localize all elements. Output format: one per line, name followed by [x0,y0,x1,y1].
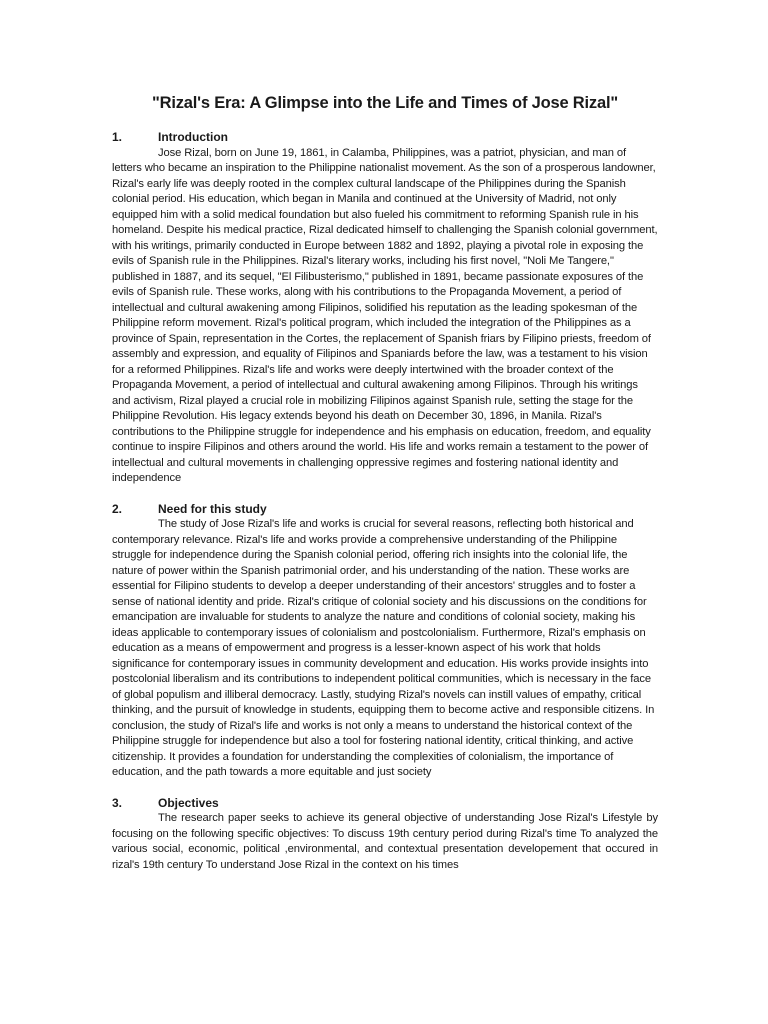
section-number: 1. [112,130,123,144]
section-number: 3. [112,795,123,810]
section-title: Need for this study [158,501,267,516]
section-title: Objectives [158,795,219,810]
section-body: The research paper seeks to achieve its general objective of understanding Jose Rizal's Lifestyle by focusing on the following specific objectives: To discuss 19th century period during Rizal's time To analyzed the various social, economic, political ,environmental, and contextual presentation developement that occured in rizal's 19th century To understand Jose Rizal in the context on his times [112,812,658,871]
document-title: "Rizal's Era: A Glimpse into the Life and Times of Jose Rizal" [152,94,618,112]
section-body: The study of Jose Rizal's life and works is crucial for several reasons, reflecting both historical and contemporary relevance. Rizal's life and works provide a comprehensive understanding of the Philippine struggle for independence during the Spanish colonial period, offering rich insights into the colonial life, the nature of power within the Spanish patrimonial order, and his understanding of the nation. These works are essential for Filipino students to develop a deeper understanding of their ancestors' struggles and to foster a sense of national identity and pride. Rizal's critique of colonial society and his discussions on the conditions for emancipation are invaluable for students to analyze the nature and conditions of colonial society, making his ideas applicable to contemporary issues of colonialism and postcolonialism. Furthermore, Rizal's emphasis on education as a means of empowerment and progress is a lesser-known aspect of his work that holds significance for contemporary issues in community development and education. His works provide insights into postcolonial liberalism and its contributions to independent political communities, which is necessary in the face of global populism and illiberal democracy. Lastly, studying Rizal's novels can instill values of empathy, critical thinking, and the pursuit of knowledge in students, equipping them to become active and responsible citizens. In conclusion, the study of Rizal's life and works is not only a means to understand the historical context of the Philippine struggle for independence but also a tool for fostering national identity, critical thinking, and active citizenship. It provides a foundation for understanding the complexities of colonialism, the importance of education, and the path towards a more equitable and just society [112,518,655,778]
section-title: Introduction [158,130,228,144]
section-heading [112,130,658,146]
section-number: 2. [112,501,123,516]
section-heading [112,502,658,518]
section-introduction [112,130,658,487]
section-need-for-study [112,502,658,781]
section-body: Jose Rizal, born on June 19, 1861, in Calamba, Philippines, was a patriot, physician, and man of letters who became an inspiration to the Philippine nationalist movement. As the son of a prosperous landowner, Rizal's early life was deeply rooted in the complex cultural landscape of the Philippines during the Spanish colonial period. His education, which began in Manila and continued at the University of Madrid, not only equipped him with a solid medical foundation but also fueled his commitment to reforming Spanish rule in his homeland. Despite his medical practice, Rizal dedicated himself to challenging the Spanish colonial government, with his writings, primarily conducted in Europe between 1882 and 1892, playing a pivotal role in exposing the evils of Spanish rule in the Philippines. Rizal's literary works, including his first novel, "Noli Me Tangere," published in 1887, and its sequel, "El Filibusterismo," published in 1891, became passionate exposures of the evils of Spanish rule. These works, along with his contributions to the Propaganda Movement, a period of intellectual and cultural awakening among Filipinos, solidified his reputation as the leading spokesman of the Philippine reform movement. Rizal's political program, which included the integration of the Philippines as a province of Spain, representation in the Cortes, the replacement of Spanish friars by Filipino priests, freedom of assembly and expression, and equality of Filipinos and Spaniards before the law, was a testament to his vision for a reformed Philippines. Rizal's life and works were deeply intertwined with the broader context of the Propaganda Movement, a period of intellectual and cultural awakening among Filipinos. Through his writings and activism, Rizal played a crucial role in mobilizing Filipinos against Spanish rule, setting the stage for the Philippine Revolution. His legacy extends beyond his death on December 30, 1896, in Manila. Rizal's contributions to the Philippine struggle for independence and his emphasis on education, freedom, and equality continue to inspire Filipinos and others around the world. His life and works remain a testament to the power of intellectual and cultural movements in challenging oppressive regimes and fostering national identity and independence [112,146,658,484]
section-heading [112,796,658,812]
document-page [112,92,658,888]
section-objectives [112,796,658,874]
